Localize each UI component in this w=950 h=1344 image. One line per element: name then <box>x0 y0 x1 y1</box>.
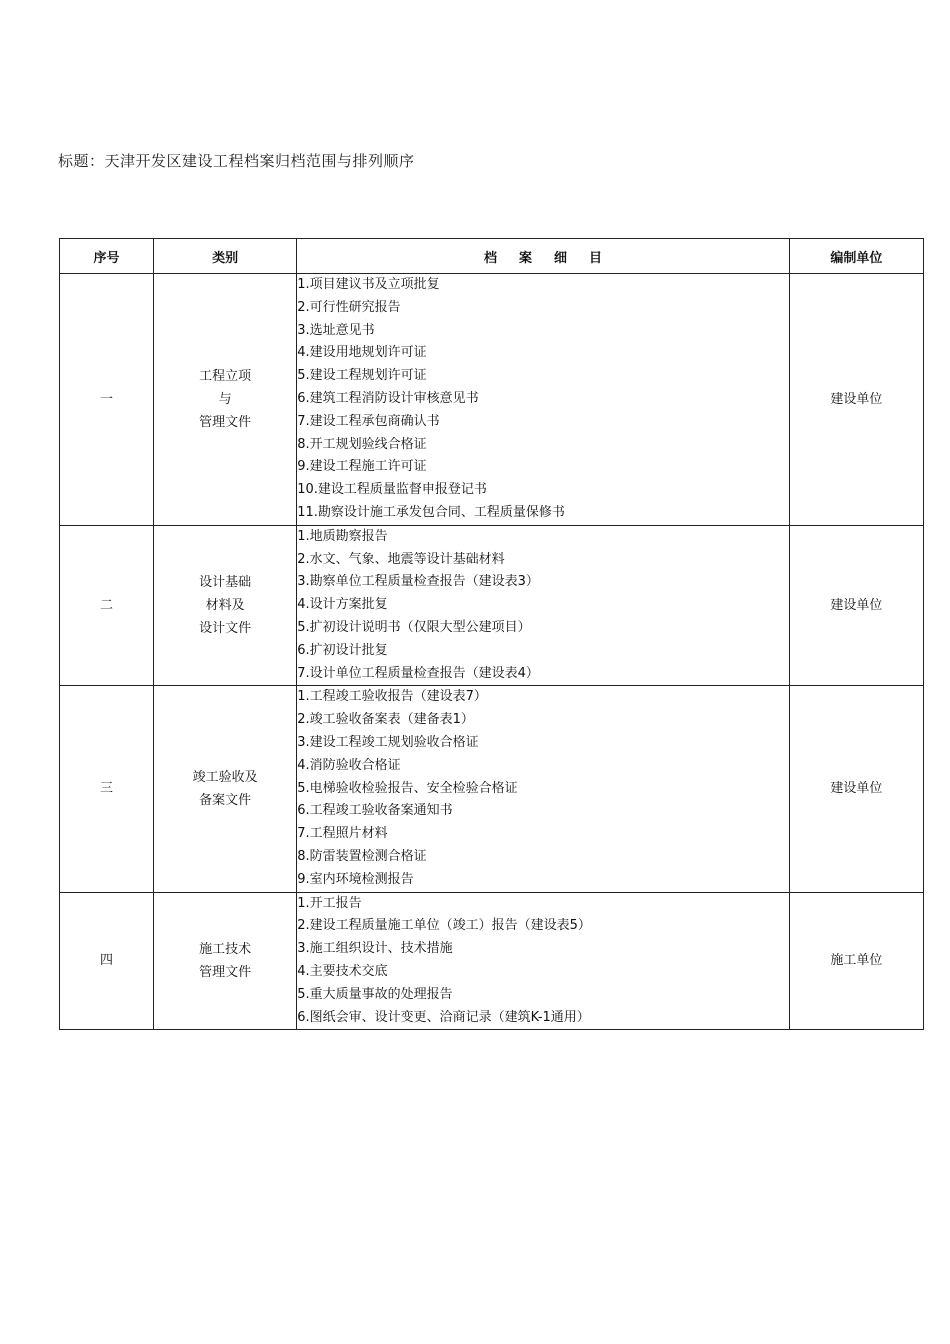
list-item: 6.图纸会审、设计变更、洽商记录（建筑K-1通用） <box>297 1009 590 1025</box>
table-row <box>60 892 924 1030</box>
section-number: 三 <box>60 686 154 892</box>
header-no: 序号 <box>60 239 154 274</box>
section-items <box>297 892 790 1030</box>
list-item: 2.可行性研究报告 <box>297 299 401 315</box>
table-row <box>60 274 924 526</box>
category-line: 设计文件 <box>199 621 252 637</box>
list-item: 3.建设工程竣工规划验收合格证 <box>297 734 479 750</box>
table-row <box>60 525 924 686</box>
section-category <box>154 892 297 1030</box>
list-item: 5.扩初设计说明书（仅限大型公建项目） <box>297 619 531 635</box>
section-number: 二 <box>60 525 154 686</box>
section-unit: 建设单位 <box>789 274 923 526</box>
section-category <box>154 686 297 892</box>
list-item: 3.勘察单位工程质量检查报告（建设表3） <box>297 574 539 590</box>
list-item: 2.水文、气象、地震等设计基础材料 <box>297 551 505 567</box>
list-item: 5.重大质量事故的处理报告 <box>297 986 453 1002</box>
header-category: 类别 <box>154 239 297 274</box>
list-item: 4.消防验收合格证 <box>297 757 401 773</box>
header-unit: 编制单位 <box>789 239 923 274</box>
list-item: 11.勘察设计施工承发包合同、工程质量保修书 <box>297 504 565 520</box>
section-category <box>154 274 297 526</box>
list-item: 10.建设工程质量监督申报登记书 <box>297 482 487 498</box>
list-item: 9.建设工程施工许可证 <box>297 459 427 475</box>
category-line: 设计基础 <box>199 575 252 591</box>
category-line: 管理文件 <box>199 414 252 430</box>
category-line: 材料及 <box>205 598 245 614</box>
section-items <box>297 525 790 686</box>
list-item: 2.建设工程质量施工单位（竣工）报告（建设表5） <box>297 918 591 934</box>
list-item: 4.主要技术交底 <box>297 963 388 979</box>
list-item: 1.项目建议书及立项批复 <box>297 277 440 292</box>
archive-table <box>59 238 924 1030</box>
table-body <box>60 274 924 1030</box>
list-item: 3.施工组织设计、技术措施 <box>297 941 453 957</box>
table-header-row <box>60 239 924 274</box>
category-line: 施工技术 <box>199 941 252 957</box>
list-item: 7.建设工程承包商确认书 <box>297 413 440 429</box>
section-unit: 施工单位 <box>789 892 923 1030</box>
category-line: 与 <box>218 391 232 407</box>
category-line: 备案文件 <box>199 792 252 808</box>
list-item: 7.设计单位工程质量检查报告（建设表4） <box>297 665 539 681</box>
section-items <box>297 274 790 526</box>
list-item: 1.地质勘察报告 <box>297 528 388 544</box>
list-item: 4.设计方案批复 <box>297 597 388 613</box>
category-line: 竣工验收及 <box>192 769 258 785</box>
header-items <box>297 239 790 274</box>
list-item: 6.建筑工程消防设计审核意见书 <box>297 390 479 406</box>
list-item: 6.工程竣工验收备案通知书 <box>297 803 453 819</box>
list-item: 2.竣工验收备案表（建备表1） <box>297 712 474 728</box>
section-category <box>154 525 297 686</box>
category-line: 工程立项 <box>199 368 252 384</box>
list-item: 4.建设用地规划许可证 <box>297 345 427 361</box>
list-item: 3.选址意见书 <box>297 322 375 338</box>
table-row <box>60 686 924 892</box>
list-item: 9.室内环境检测报告 <box>297 871 414 887</box>
list-item: 8.开工规划验线合格证 <box>297 436 427 452</box>
list-item: 6.扩初设计批复 <box>297 642 388 658</box>
list-item: 1.工程竣工验收报告（建设表7） <box>297 689 487 705</box>
section-number: 四 <box>60 892 154 1030</box>
category-line: 管理文件 <box>199 964 252 980</box>
list-item: 1.开工报告 <box>297 895 362 911</box>
section-items <box>297 686 790 892</box>
section-unit: 建设单位 <box>789 686 923 892</box>
list-item: 5.建设工程规划许可证 <box>297 368 427 384</box>
list-item: 8.防雷装置检测合格证 <box>297 848 427 864</box>
document-title: 标题：天津开发区建设工程档案归档范围与排列顺序 <box>58 152 415 170</box>
list-item: 5.电梯验收检验报告、安全检验合格证 <box>297 780 518 796</box>
header-items-label: 档案细目 <box>484 250 625 266</box>
list-item: 7.工程照片材料 <box>297 826 388 842</box>
section-unit: 建设单位 <box>789 525 923 686</box>
section-number: 一 <box>60 274 154 526</box>
